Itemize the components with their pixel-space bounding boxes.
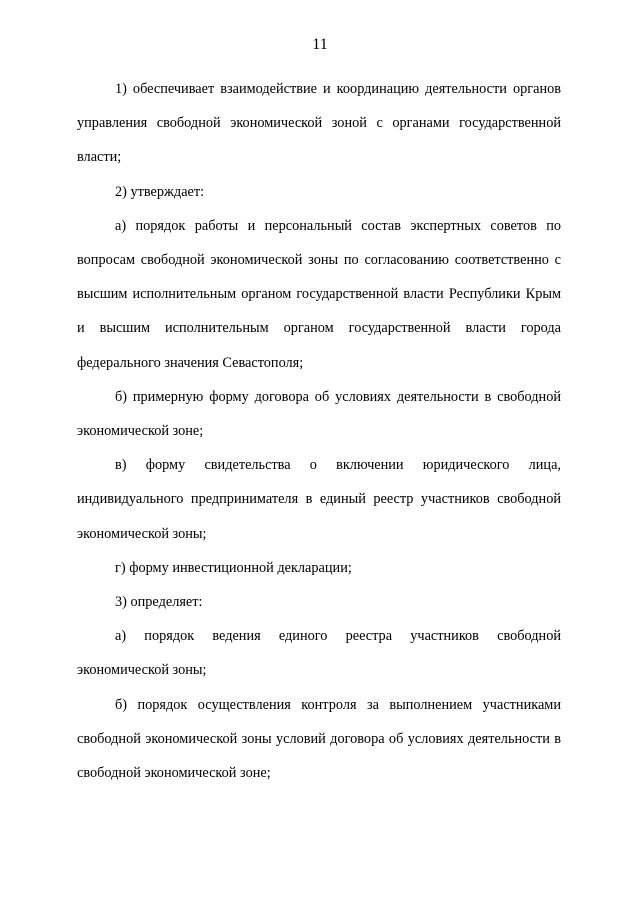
document-body bbox=[77, 72, 561, 790]
paragraph-8: а) порядок ведения единого реестра участников свободной экономической зоны; bbox=[77, 628, 561, 679]
paragraph-2: 2) утверждает: bbox=[115, 183, 205, 200]
page-number: 11 bbox=[312, 36, 328, 53]
paragraph-9: б) порядок осуществления контроля за выполнением участниками свободной экономической зоны условий договора об условиях деятельности в свободной экономической зоне; bbox=[77, 696, 561, 782]
paragraph-3: а) порядок работы и персональный состав экспертных советов по вопросам свободной экономической зоны по согласованию соответственно с высшим исполнительным органом государственной власти Республики Крым и высшим исполнительным органом государственной власти города федерального значения Севастополя; bbox=[77, 217, 561, 371]
paragraph-7: 3) определяет: bbox=[115, 594, 203, 611]
paragraph-5: в) форму свидетельства о включении юридического лица, индивидуального предпринимателя в единый реестр участников свободной экономической зоны; bbox=[77, 457, 561, 542]
paragraph-4: б) примерную форму договора об условиях деятельности в свободной экономической зоне; bbox=[77, 388, 561, 440]
paragraph-1: 1) обеспечивает взаимодействие и координацию деятельности органов управления свободной экономической зоной с органами государственной власти; bbox=[77, 81, 561, 166]
paragraph-6: г) форму инвестиционной декларации; bbox=[115, 559, 352, 576]
